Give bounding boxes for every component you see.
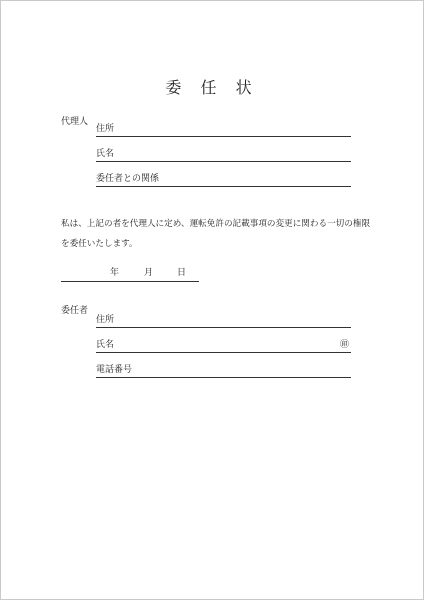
agent-name-field[interactable] [96,148,351,162]
statement-text [61,214,371,254]
agent-address-label: 住所 [96,124,115,134]
agent-address-field[interactable] [96,123,351,137]
date-month-label: 月 [144,268,154,278]
principal-phone-field[interactable] [96,364,351,378]
principal-address-label: 住所 [96,315,115,325]
seal-mark-icon: ㊞ [339,340,349,350]
agent-name-label: 氏名 [96,149,115,159]
agent-section-label: 代理人 [61,117,89,127]
principal-name-label: 氏名 [96,340,115,350]
document-title: 委 任 状 [165,78,259,97]
date-year-label: 年 [110,268,120,278]
statement-line-2: を委任いたします。 [61,239,138,249]
date-day-label: 日 [177,268,187,278]
principal-phone-label: 電話番号 [96,365,133,375]
agent-relation-label: 委任者との関係 [96,174,160,184]
date-field[interactable] [61,266,199,282]
principal-address-field[interactable] [96,314,351,328]
principal-name-field[interactable] [96,339,351,353]
principal-section-label: 委任者 [61,306,89,316]
agent-relation-field[interactable] [96,173,351,187]
statement-line-1: 私は、上記の者を代理人に定め、運転免許の記載事項の変更に関わる一切の権限 [61,219,371,229]
